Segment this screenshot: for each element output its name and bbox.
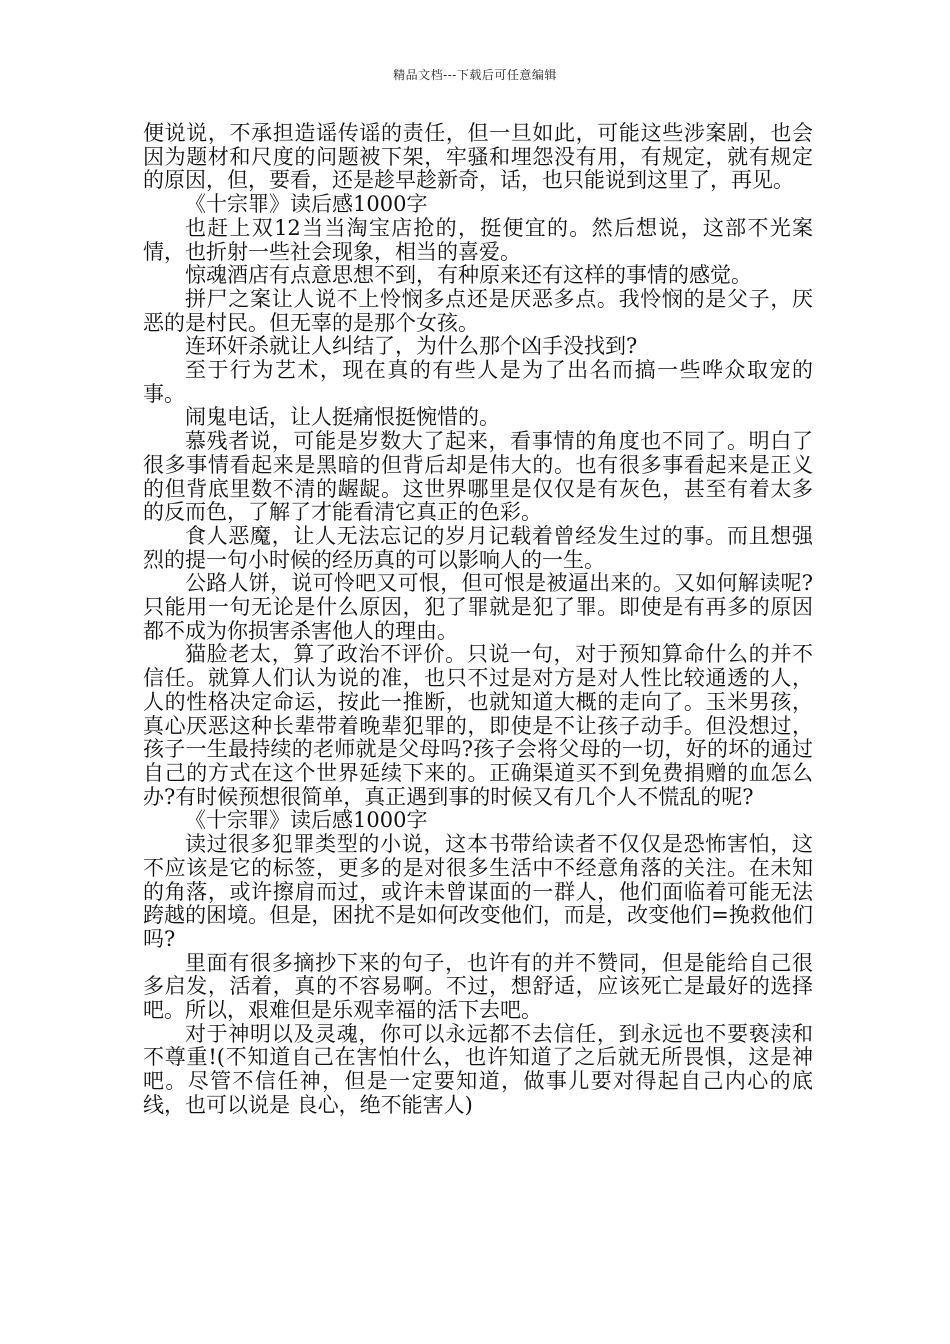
paragraph: 拼尸之案让人说不上怜悯多点还是厌恶多点。我怜悯的是父子，厌恶的是村民。但无辜的是那个女孩。 (143, 286, 813, 335)
paragraph: 至于行为艺术，现在真的有些人是为了出名而搞一些哗众取宠的事。 (143, 358, 813, 406)
section-title: 《十宗罪》读后感1000字 (185, 808, 428, 833)
paragraph: 读过很多犯罪类型的小说，这本书带给读者不仅仅是恐怖害怕，这不应该是它的标签，更多的是对很多生活中不经意角落的关注。在未知的角落，或许擦肩而过，或许未曾谋面的一群人，他们面临着可能无法跨越的困境。但是，困扰不是如何改变他们，而是，改变他们=挽救他们 吗? (143, 832, 813, 951)
page-header: 精品文档---下载后可任意编辑 (393, 68, 557, 82)
paragraph: 对于神明以及灵魂，你可以永远都不去信任，到永远也不要亵渎和不尊重!(不知道自己在害怕什么，也许知道了之后就无所畏惧，这是神吧。尽管不信任神，但是一定要知道，做事儿要对得起自己内心的底线，也可以说是 良心，绝不能害人) (143, 1021, 813, 1117)
paragraph: 惊魂酒店有点意思想不到，有种原来还有这样的事情的感觉。 (185, 263, 752, 288)
paragraph: 便说说，不承担造谣传谣的责任，但一旦如此，可能这些涉案剧，也会因为题材和尺度的问题被下架，牢骚和埋怨没有用，有规定，就有规定的原因，但，要看，还是趁早趁新奇，话，也只能说到这里了，再见。 (143, 121, 813, 193)
paragraph: 食人恶魔，让人无法忘记的岁月记载着曾经发生过的事。而且想强烈的提一句小时候的经历真的可以影响人的一生。 (143, 523, 813, 572)
paragraph: 里面有很多摘抄下来的句子，也许有的并不赞同，但是能给自己很多启发，活着，真的不容易啊。不过，想舒适，应该死亡是最好的选择吧。所以，艰难但是乐观幸福的活下去吧。 (143, 950, 813, 1023)
section-title: 《十宗罪》读后感1000字 (185, 192, 428, 217)
paragraph: 公路人饼，说可怜吧又可恨，但可恨是被逼出来的。又如何解读呢?只能用一句无论是什么原因，犯了罪就是犯了罪。即使是有再多的原因都不成为你损害杀害他人的理由。 (143, 571, 813, 643)
paragraph: 猫脸老太，算了政治不评价。只说一句，对于预知算命什么的并不信任。就算人们认为说的准，也只不过是对方是对人性比较通透的人，人的性格决定命运，按此一推断，也就知道大概的走向了。玉米男孩，真心厌恶这种长辈带着晚辈犯罪的，即使是不让孩子动手。但没想过，孩子一生最持续的老师就是父母吗?孩子会将父母的一切，好的坏的通过自己的方式在这个世界延续下来的。正确渠道买不到免费捐赠的血怎么办?有时候预想很简单，真正遇到事的时候又有几个人不慌乱的呢? (143, 642, 813, 809)
paragraph: 闹鬼电话，让人挺痛恨挺惋惜的。 (185, 405, 500, 430)
paragraph: 也赶上双12当当淘宝店抢的，挺便宜的。然后想说，这部不光案情，也折射一些社会现象，相当的喜爱。 (143, 215, 813, 264)
document-body (143, 122, 813, 1118)
paragraph: 连环奸杀就让人纠结了，为什么那个凶手没找到? (185, 334, 638, 359)
paragraph: 慕残者说，可能是岁数大了起来，看事情的角度也不同了。明白了很多事情看起来是黑暗的但背后却是伟大的。也有很多事看起来是正义的但背底里数不清的龌龊。这世界哪里是仅仅是有灰色，甚至有着太多的反而色，了解了才能看清它真正的色彩。 (143, 429, 813, 525)
